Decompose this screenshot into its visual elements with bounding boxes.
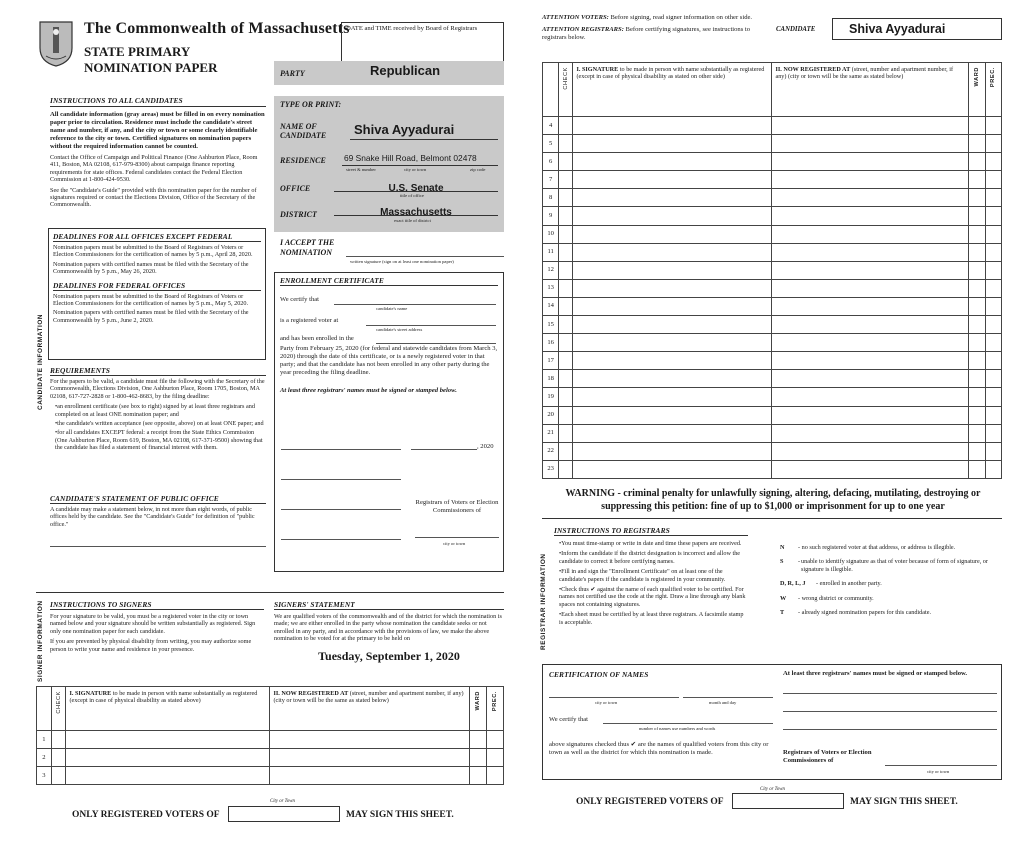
code-row: N - no such registered voter at that address, or address is illegible.	[780, 544, 956, 551]
table-cell[interactable]	[772, 442, 969, 460]
table-cell[interactable]	[985, 135, 1001, 153]
row-number: 19	[543, 388, 559, 406]
requirements-title: REQUIREMENTS	[50, 366, 266, 376]
code-row: S - unable to identify signature as that of voter because of form of signature, or signature is illegible.	[780, 558, 988, 573]
registrar-information-vertical: REGISTRAR INFORMATION	[540, 553, 547, 650]
table-cell[interactable]	[573, 297, 772, 315]
registrar-bullet: • Inform the candidate if the district designation is incorrect and allow the candidate to correct it before certifying names.	[554, 550, 748, 565]
deadlines-nonfederal-p1: Nomination papers must be submitted to the Board of Registrars of Voters or Election Commissioners for the certification of names by 5 p.m., April 28, 2020.	[53, 244, 253, 259]
table-cell[interactable]	[772, 117, 969, 135]
table-row[interactable]	[543, 297, 1002, 315]
row-number: 17	[543, 352, 559, 370]
table-row[interactable]	[543, 406, 1002, 424]
cert-city-line[interactable]	[549, 697, 679, 698]
table-cell[interactable]	[985, 406, 1001, 424]
table-cell[interactable]	[772, 297, 969, 315]
table-cell[interactable]	[985, 225, 1001, 243]
table-cell[interactable]	[573, 243, 772, 261]
right-candidate-name: Shiva Ayyadurai	[849, 22, 946, 36]
table-cell[interactable]	[573, 117, 772, 135]
table-cell[interactable]	[969, 316, 985, 334]
row-number: 22	[543, 442, 559, 460]
table-cell[interactable]	[985, 370, 1001, 388]
enrollment-city-sub: city or town	[443, 541, 466, 546]
party-label: PARTY	[280, 69, 305, 78]
cert-registrars-label: Registrars of Voters or Election Commissioners of	[783, 749, 872, 764]
table-cell[interactable]	[772, 424, 969, 442]
table-row[interactable]	[543, 153, 1002, 171]
table-cell[interactable]	[969, 189, 985, 207]
code-row: T - already signed nomination papers for this candidate.	[780, 609, 931, 617]
table-cell[interactable]	[772, 406, 969, 424]
signers-p1: For your signature to be valid, you must be a registered voter in the city or town named below and your signature should be written substantially as registered. Sign only one nomination paper for each candidate.	[50, 613, 256, 635]
table-cell[interactable]	[969, 460, 985, 478]
requirements-paragraph: For the papers to be valid, a candidate must file the following with the Secretary of the Commonwealth, Elections Division, One Ashburton Place, Room 1705, Boston, MA 02108, 617-727-2828 or 1-800-462-8683, by the filing deadline:	[50, 378, 265, 400]
prec-header: PREC.	[985, 63, 1001, 117]
office-field[interactable]	[334, 178, 498, 192]
date-received-label: DATE and TIME received by Board of Registrars	[346, 25, 478, 32]
attention-registrars: ATTENTION REGISTRARS: Before certifying signatures, see instructions to registrars below.	[542, 26, 751, 41]
city-or-town-box[interactable]	[228, 806, 340, 822]
cert-registrar-line-1[interactable]	[783, 693, 997, 694]
row-number: 5	[543, 135, 559, 153]
table-cell[interactable]	[772, 460, 969, 478]
table-cell[interactable]	[985, 297, 1001, 315]
row-number: 3	[37, 767, 52, 785]
may-sign-label: MAY SIGN THIS SHEET.	[346, 810, 454, 820]
row-number: 4	[543, 117, 559, 135]
table-cell[interactable]	[969, 171, 985, 189]
table-cell[interactable]	[573, 370, 772, 388]
table-cell[interactable]	[969, 297, 985, 315]
table-cell[interactable]	[772, 135, 969, 153]
primary-date: Tuesday, September 1, 2020	[318, 648, 460, 663]
public-office-paragraph: A candidate may make a statement below, in not more than eight words, of public offices held by the candidate. See the "Candidate's Guide" for definition of "public office."	[50, 506, 255, 528]
table-row[interactable]	[543, 388, 1002, 406]
table-cell[interactable]	[969, 352, 985, 370]
row-number: 13	[543, 279, 559, 297]
residence-sub-street: street & number	[346, 167, 376, 172]
public-office-title: CANDIDATE'S STATEMENT OF PUBLIC OFFICE	[50, 494, 266, 504]
check-header: CHECK	[51, 687, 66, 731]
registrar-bullet: • Each sheet must be certified by at least three registrars. A facsimile stamp is acceptable.	[554, 611, 748, 626]
table-cell[interactable]	[772, 243, 969, 261]
enrollment-registrars-label: Registrars of Voters or Election Commissioners of	[415, 499, 499, 514]
enrollment-body: Party from February 25, 2020 (for federal and statewide candidates from March 3, 2020) through the date of this certificate, or is a newly registered voter in that party; and that the candidate has not been enrolled in any other party during the year preceding the filing deadline.	[280, 345, 498, 376]
table-cell[interactable]	[985, 460, 1001, 478]
deadlines-nonfederal-title: DEADLINES FOR ALL OFFICES EXCEPT FEDERAL	[53, 232, 261, 242]
table-row[interactable]	[543, 243, 1002, 261]
enrollment-registrar-line-2[interactable]	[281, 509, 401, 510]
table-row[interactable]	[543, 316, 1002, 334]
district-sub: exact title of district	[394, 218, 431, 223]
registered-at-header: II. NOW REGISTERED AT (street, number and apartment number, if any) (city or town will be the same as stated below)	[270, 687, 470, 731]
cert-body: above signatures checked thus ✔ are the names of qualified voters from this city or town as well as the district for which this nomination is made.	[549, 741, 769, 756]
table-cell[interactable]	[559, 297, 573, 315]
table-cell[interactable]	[969, 243, 985, 261]
enrollment-sub-address: candidate's street address	[376, 327, 423, 332]
table-row[interactable]	[543, 117, 1002, 135]
table-cell[interactable]	[772, 225, 969, 243]
table-cell[interactable]	[573, 316, 772, 334]
table-cell[interactable]	[573, 279, 772, 297]
table-cell[interactable]	[772, 171, 969, 189]
right-city-or-town-box[interactable]	[732, 793, 844, 809]
table-row[interactable]	[543, 460, 1002, 478]
table-row[interactable]	[543, 261, 1002, 279]
left-page	[0, 0, 510, 842]
table-cell[interactable]	[985, 442, 1001, 460]
table-cell[interactable]	[969, 334, 985, 352]
deadlines-nonfederal-p2: Nomination papers with certified names must be filed with the Secretary of the Commonwealth by 5 p.m., May 26, 2020.	[53, 260, 249, 276]
table-cell[interactable]	[985, 189, 1001, 207]
only-registered-label: ONLY REGISTERED VOTERS OF	[72, 810, 220, 820]
table-cell[interactable]	[573, 171, 772, 189]
table-row[interactable]	[543, 189, 1002, 207]
table-cell[interactable]	[559, 171, 573, 189]
signer-divider	[36, 592, 504, 593]
party-value: Republican	[370, 63, 441, 78]
table-cell[interactable]	[985, 117, 1001, 135]
deadlines-box	[48, 228, 266, 360]
table-row[interactable]	[543, 442, 1002, 460]
instructions-all-p2: Contact the Office of Campaign and Political Finance (One Ashburton Place, Room 411, Boston, MA 02108, 617-979-8300) about campaign finance reporting requirements for state offices. Federal candidates contact the Federal Election Commission at 1-800-424-9530.	[50, 154, 258, 184]
registrar-bullet: • Check thus ✔ against the name of each qualified voter to be certified. For names not certified use the code at the right. Draw a line through any blank spaces not containing signatures.	[554, 586, 748, 608]
form-title-line1: STATE PRIMARY	[84, 44, 191, 59]
registered-at-header: II. NOW REGISTERED AT (street, number and apartment number, if any) (city or town will be the same as stated below)	[772, 63, 969, 117]
right-may-sign-label: MAY SIGN THIS SHEET.	[850, 797, 958, 807]
table-cell[interactable]	[573, 225, 772, 243]
row-number: 21	[543, 424, 559, 442]
signature-header: I. SIGNATURE to be made in person with name substantially as registered (except in case of physical disability as stated above)	[66, 687, 270, 731]
enrollment-sub-name: candidate's name	[376, 306, 408, 311]
candidate-name-value: Shiva Ayyadurai	[354, 122, 455, 137]
accept-label-2: NOMINATION	[280, 248, 333, 257]
enrollment-date-line-1[interactable]	[281, 449, 401, 450]
residence-field[interactable]	[342, 152, 498, 166]
table-cell[interactable]	[559, 135, 573, 153]
table-cell[interactable]	[573, 261, 772, 279]
code-row: D, R, L, J - enrolled in another party.	[780, 580, 882, 588]
table-row[interactable]	[543, 370, 1002, 388]
table-cell[interactable]	[573, 352, 772, 370]
residence-label: RESIDENCE	[280, 156, 326, 165]
table-cell[interactable]	[772, 370, 969, 388]
row-number: 11	[543, 243, 559, 261]
district-value: Massachusetts	[380, 207, 452, 218]
requirements-bullet: • for all candidates EXCEPT federal: a receipt from the State Ethics Commission (One Ashburton Place, Room 619, Boston, MA 02108, 617-371-9500) showing that the candidate has filed a statement of financial interest with them.	[50, 429, 266, 451]
code-row: W - wrong district or community.	[780, 594, 874, 602]
table-cell[interactable]	[985, 207, 1001, 225]
table-cell[interactable]	[559, 189, 573, 207]
candidate-information-vertical: CANDIDATE INFORMATION	[37, 313, 44, 410]
table-cell[interactable]	[573, 153, 772, 171]
instructions-all-bold: All candidate information (gray areas) must be filled in on every nomination paper prior to circulation. Residence must include the candidate's street name and number, if any, and the city or town or some clearly identifiable reference to the city or town. Certified signatures on nomination papers without the required information cannot be counted.	[50, 111, 265, 150]
table-cell[interactable]	[985, 153, 1001, 171]
office-sub: title of office	[400, 193, 424, 198]
enrollment-date-line-2[interactable]	[411, 449, 477, 450]
residence-value: 69 Snake Hill Road, Belmont 02478	[344, 153, 477, 163]
table-cell[interactable]	[559, 352, 573, 370]
table-cell[interactable]	[559, 279, 573, 297]
warning-text: WARNING - criminal penalty for unlawfully signing, altering, defacing, mutilating, destroying or suppressing this petition: fine of up to $1,000 or imprisonment for up to one year	[565, 488, 981, 512]
table-cell[interactable]	[985, 388, 1001, 406]
instructions-registrars-title: INSTRUCTIONS TO REGISTRARS	[554, 526, 748, 536]
row-number: 9	[543, 207, 559, 225]
accept-sub: written signature (sign on at least one nomination paper)	[350, 259, 454, 264]
instructions-all-title: INSTRUCTIONS TO ALL CANDIDATES	[50, 96, 266, 107]
table-cell[interactable]	[772, 316, 969, 334]
candidate-box	[832, 18, 1002, 40]
table-cell[interactable]	[573, 135, 772, 153]
signature-header: I. SIGNATURE to be made in person with name substantially as registered (except in case of physical disability as stated on other side)	[573, 63, 772, 117]
signers-title: INSTRUCTIONS TO SIGNERS	[50, 600, 264, 610]
requirements-bullet: • the candidate's written acceptance (see opposite, above) on at least ONE paper; and	[50, 420, 266, 427]
table-cell[interactable]	[772, 352, 969, 370]
enrollment-address-line[interactable]	[366, 325, 496, 326]
table-row[interactable]	[37, 767, 504, 785]
table-cell[interactable]	[559, 243, 573, 261]
cert-registrar-line-3[interactable]	[783, 729, 997, 730]
party-field[interactable]	[274, 61, 504, 85]
table-cell[interactable]	[969, 370, 985, 388]
table-cell[interactable]	[559, 424, 573, 442]
row-number: 23	[543, 460, 559, 478]
cert-registrar-line-2[interactable]	[783, 711, 997, 712]
table-row[interactable]	[37, 731, 504, 749]
table-cell[interactable]	[772, 207, 969, 225]
table-cell[interactable]	[559, 117, 573, 135]
table-cell[interactable]	[985, 316, 1001, 334]
table-cell[interactable]	[985, 243, 1001, 261]
table-cell[interactable]	[559, 261, 573, 279]
cert-number-sub: number of names use numbers and words	[639, 726, 716, 731]
cert-month-sub: month and day	[709, 700, 737, 705]
enrollment-registered-label: is a registered voter at	[280, 317, 339, 324]
table-cell[interactable]	[985, 279, 1001, 297]
ward-header: WARD	[470, 687, 487, 731]
row-number: 8	[543, 189, 559, 207]
table-cell[interactable]	[559, 316, 573, 334]
table-cell[interactable]	[573, 207, 772, 225]
registrar-bullet: • Fill in and sign the "Enrollment Certificate" on at least one of the candidate's papers if the candidate is registered in your community.	[554, 568, 748, 583]
requirements-bullet: • an enrollment certificate (see box to right) signed by at least three registrars and completed on at least ONE nomination paper; and	[50, 403, 266, 418]
table-row[interactable]	[543, 135, 1002, 153]
prec-header: PREC.	[487, 687, 504, 731]
statement-paragraph: We are qualified voters of the commonwealth and of the district for which the nomination is made; we are either enrolled in the party whose nomination the candidate seeks or not enrolled in any party, and in accordance with the provisions of law, we make the above nomination to be voted for at the primary to be held on	[274, 613, 502, 643]
check-header: CHECK	[559, 63, 573, 117]
residence-sub-city: city or town	[404, 167, 427, 172]
deadlines-federal-p2: Nomination papers with certified names must be filed with the Secretary of the Commonwealth by 5 p.m., June 2, 2020.	[53, 309, 249, 324]
table-cell[interactable]	[772, 153, 969, 171]
cert-city-sub-2: city or town	[927, 769, 950, 774]
table-cell[interactable]	[559, 225, 573, 243]
name-label-1: NAME OF	[280, 122, 317, 131]
deadlines-federal-title: DEADLINES FOR FEDERAL OFFICES	[53, 281, 261, 291]
table-cell[interactable]	[985, 352, 1001, 370]
deadlines-federal-p1: Nomination papers must be submitted to the Board of Registrars of Voters or Election Commissioners for the certification of names by 5 p.m., May 5, 2020.	[53, 292, 249, 308]
table-cell[interactable]	[559, 370, 573, 388]
right-signature-table	[542, 62, 1002, 479]
table-cell[interactable]	[573, 442, 772, 460]
signers-p2: If you are prevented by physical disability from writing, you may authorize some person to write your name and residence in your presence.	[50, 638, 252, 653]
right-page	[518, 0, 1024, 842]
table-cell[interactable]	[772, 279, 969, 297]
table-cell[interactable]	[969, 424, 985, 442]
instructions-all-p3: See the "Candidate's Guide" provided with this nomination paper for the number of signatures required or contact the Elections Division, Office of the Secretary of the Commonwealth.	[50, 186, 257, 209]
enrollment-name-line[interactable]	[334, 304, 496, 305]
certification-box	[542, 664, 1002, 780]
warning-divider	[542, 518, 1002, 519]
accept-label-1: I ACCEPT THE	[280, 238, 335, 247]
cert-city-line-2[interactable]	[885, 765, 997, 766]
row-number: 1	[37, 731, 52, 749]
row-number: 12	[543, 261, 559, 279]
table-cell[interactable]	[559, 442, 573, 460]
enrollment-certify-label: We certify that	[280, 296, 320, 303]
table-cell[interactable]	[559, 460, 573, 478]
table-cell[interactable]	[573, 406, 772, 424]
city-or-town-sub: City or Town	[270, 799, 295, 804]
attention-voters: ATTENTION VOTERS: Before signing, read signer information on other side.	[542, 14, 753, 21]
cert-month-line[interactable]	[683, 697, 773, 698]
row-number: 16	[543, 334, 559, 352]
enrollment-registrar-line-1[interactable]	[281, 479, 401, 480]
enrollment-certificate-box	[274, 272, 504, 572]
table-cell[interactable]	[969, 406, 985, 424]
row-number: 14	[543, 297, 559, 315]
table-cell[interactable]	[969, 153, 985, 171]
ward-header: WARD	[969, 63, 985, 117]
name-label-2: CANDIDATE	[280, 131, 327, 140]
row-number: 2	[37, 749, 52, 767]
table-cell[interactable]	[573, 460, 772, 478]
district-label: DISTRICT	[280, 210, 317, 219]
row-number: 6	[543, 153, 559, 171]
table-cell[interactable]	[573, 388, 772, 406]
candidate-label: CANDIDATE	[776, 26, 816, 33]
table-cell[interactable]	[969, 261, 985, 279]
table-row[interactable]	[543, 171, 1002, 189]
accept-signature-line[interactable]	[346, 256, 504, 257]
table-row[interactable]	[543, 424, 1002, 442]
left-signature-table	[36, 686, 504, 785]
table-cell[interactable]	[772, 261, 969, 279]
row-number: 18	[543, 370, 559, 388]
commonwealth-title: The Commonwealth of Massachusetts	[84, 20, 350, 37]
table-row[interactable]	[543, 352, 1002, 370]
table-cell[interactable]	[969, 279, 985, 297]
enrollment-enrolled-label: and has been enrolled in the	[280, 335, 354, 342]
massachusetts-seal-icon	[36, 18, 76, 68]
table-row[interactable]	[543, 279, 1002, 297]
statement-title: SIGNERS' STATEMENT	[274, 600, 504, 610]
cert-number-line[interactable]	[603, 723, 773, 724]
table-cell[interactable]	[969, 135, 985, 153]
table-row[interactable]	[543, 334, 1002, 352]
enrollment-city-line[interactable]	[415, 537, 499, 538]
enrollment-three-registrars: At least three registrars' names must be signed or stamped below.	[280, 387, 457, 394]
table-row[interactable]	[543, 207, 1002, 225]
residence-sub-zip: zip code	[470, 167, 486, 172]
table-cell[interactable]	[559, 334, 573, 352]
table-cell[interactable]	[985, 171, 1001, 189]
table-cell[interactable]	[573, 424, 772, 442]
table-cell[interactable]	[573, 334, 772, 352]
table-cell[interactable]	[969, 225, 985, 243]
registrar-bullet: • You must time-stamp or write in date and time these papers are received.	[554, 540, 748, 547]
enrollment-registrar-line-3[interactable]	[281, 539, 401, 540]
candidate-info-gray	[274, 96, 504, 232]
table-cell[interactable]	[985, 261, 1001, 279]
row-num-header	[37, 687, 52, 731]
type-or-print-label: TYPE OR PRINT:	[280, 100, 342, 109]
table-cell[interactable]	[969, 442, 985, 460]
row-number: 15	[543, 316, 559, 334]
table-cell[interactable]	[969, 117, 985, 135]
row-number: 20	[543, 406, 559, 424]
table-cell[interactable]	[559, 406, 573, 424]
signer-information-vertical: SIGNER INFORMATION	[37, 600, 44, 682]
right-city-or-town-sub: City or Town	[760, 787, 785, 792]
table-cell[interactable]	[573, 189, 772, 207]
date-received-box[interactable]	[341, 22, 504, 64]
cert-city-sub: city or town	[595, 700, 618, 705]
table-cell[interactable]	[985, 334, 1001, 352]
district-field[interactable]	[334, 202, 498, 216]
table-cell[interactable]	[559, 153, 573, 171]
certification-title: CERTIFICATION OF NAMES	[549, 670, 649, 679]
table-row[interactable]	[37, 749, 504, 767]
table-row[interactable]	[543, 225, 1002, 243]
table-cell[interactable]	[969, 207, 985, 225]
table-cell[interactable]	[559, 388, 573, 406]
enrollment-year: , 2020	[477, 443, 494, 450]
row-num-header	[543, 63, 559, 117]
enrollment-title: ENROLLMENT CERTIFICATE	[280, 276, 498, 286]
candidate-name-field[interactable]	[350, 120, 498, 140]
table-cell[interactable]	[559, 207, 573, 225]
table-cell[interactable]	[772, 334, 969, 352]
public-office-line[interactable]	[50, 546, 266, 547]
enrollment-party-line[interactable]	[376, 343, 496, 344]
office-value: U.S. Senate	[388, 183, 444, 194]
right-only-registered-label: ONLY REGISTERED VOTERS OF	[576, 797, 724, 807]
cert-three-registrars: At least three registrars' names must be signed or stamped below.	[783, 670, 968, 677]
row-number: 7	[543, 171, 559, 189]
table-cell[interactable]	[772, 388, 969, 406]
table-cell[interactable]	[985, 424, 1001, 442]
table-cell[interactable]	[772, 189, 969, 207]
office-label: OFFICE	[280, 184, 311, 193]
cert-we-certify: We certify that	[549, 716, 589, 723]
form-title-line2: NOMINATION PAPER	[84, 60, 218, 75]
table-cell[interactable]	[969, 388, 985, 406]
row-number: 10	[543, 225, 559, 243]
